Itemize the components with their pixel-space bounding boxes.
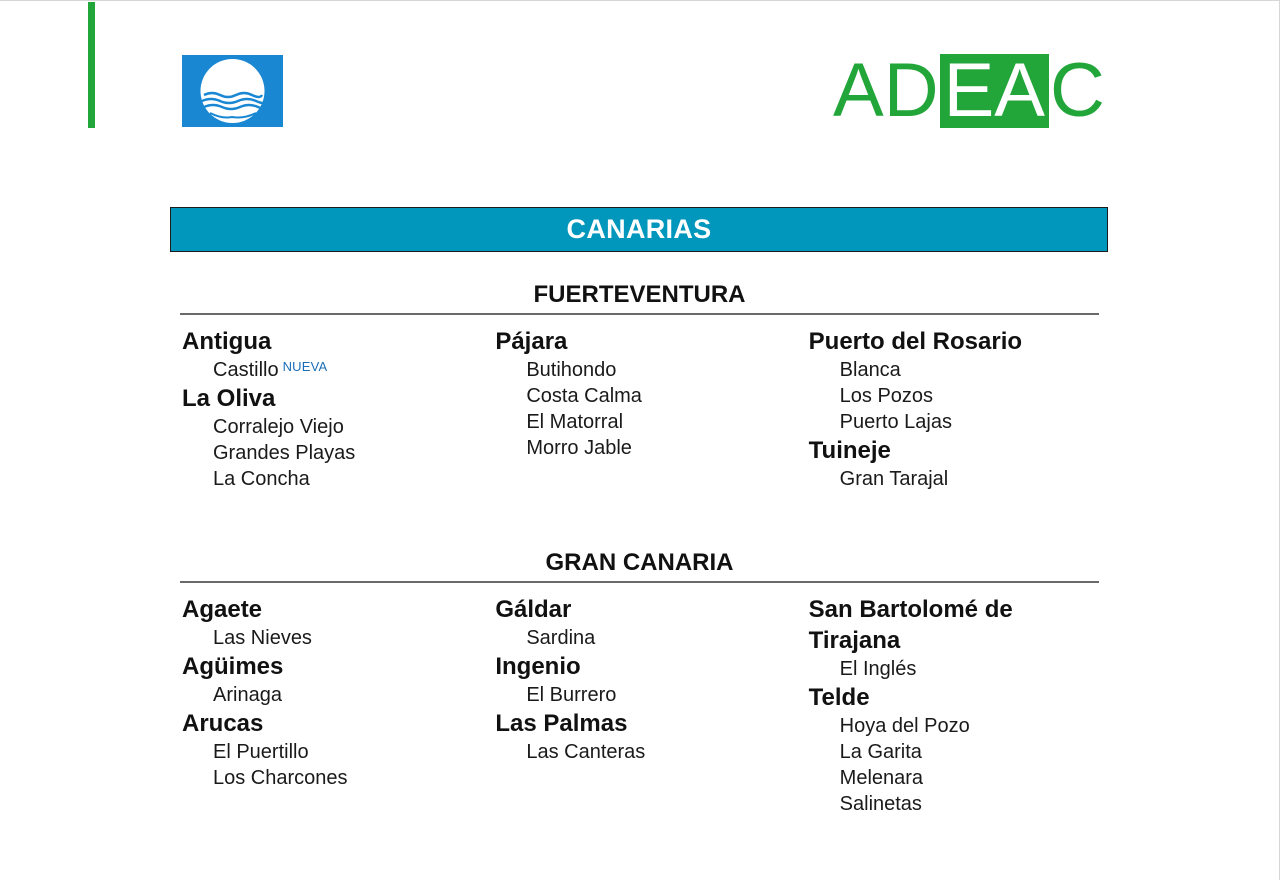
beach-item: Los Charcones xyxy=(213,767,348,789)
beach-item: Butihondo xyxy=(526,359,617,381)
beach-item: Melenara xyxy=(839,767,924,789)
column-1 xyxy=(182,326,495,492)
municipality-heading: Gáldar xyxy=(495,596,572,623)
beach-item: Blanca xyxy=(839,359,901,381)
beach-item: Gran Tarajal xyxy=(839,468,949,490)
island-header-fuerteventura xyxy=(180,281,1099,315)
column-1 xyxy=(182,594,495,817)
island-title: GRAN CANARIA xyxy=(545,549,734,576)
island-divider xyxy=(180,313,1099,315)
beach-item: Corralejo Viejo xyxy=(213,416,344,438)
blue-flag-logo xyxy=(182,55,283,127)
island-divider xyxy=(180,581,1099,583)
beach-item: Las Nieves xyxy=(213,627,312,649)
municipality-heading: Antigua xyxy=(182,328,272,355)
beach-item: Hoya del Pozo xyxy=(839,715,970,737)
beach-item: Grandes Playas xyxy=(213,442,356,464)
green-accent-bar xyxy=(88,2,95,128)
beach-item: El Puertillo xyxy=(213,741,309,763)
municipality-heading: La Oliva xyxy=(182,385,276,412)
beach-item: Costa Calma xyxy=(526,385,642,407)
beach-item: Arinaga xyxy=(213,684,282,706)
beach-item: El Matorral xyxy=(526,411,624,433)
island-columns-fuerteventura xyxy=(182,326,1122,492)
municipality-heading: Arucas xyxy=(182,710,264,737)
adeac-logo xyxy=(832,48,1106,133)
column-2 xyxy=(495,594,808,817)
municipality-heading: Pájara xyxy=(495,328,568,355)
island-header-gran-canaria xyxy=(180,549,1099,583)
municipality-heading: Agüimes xyxy=(182,653,284,680)
beach-item: Morro Jable xyxy=(526,437,632,459)
municipality-heading: San Bartolomé de Tirajana xyxy=(808,596,1013,654)
column-3 xyxy=(809,594,1122,817)
municipality-heading: Puerto del Rosario xyxy=(808,328,1023,355)
municipality-heading: Telde xyxy=(808,684,870,711)
column-3 xyxy=(809,326,1122,492)
region-title: CANARIAS xyxy=(566,214,712,244)
adeac-logo-text-end: C xyxy=(1049,48,1105,133)
municipality-heading: Tuineje xyxy=(808,437,891,464)
beach-item: Salinetas xyxy=(839,793,922,815)
beach-item: Sardina xyxy=(526,627,596,649)
adeac-logo-text-boxed: EA xyxy=(940,54,1049,128)
island-columns-gran-canaria xyxy=(182,594,1122,817)
new-badge: NUEVA xyxy=(282,359,328,374)
municipality-heading: Las Palmas xyxy=(495,710,628,737)
beach-item: El Burrero xyxy=(526,684,617,706)
municipality-heading: Ingenio xyxy=(495,653,581,680)
beach-item: Puerto Lajas xyxy=(839,411,952,433)
beach-item: Las Canteras xyxy=(526,741,646,763)
adeac-logo-text-start: AD xyxy=(833,48,939,133)
beach-item: Los Pozos xyxy=(839,385,934,407)
page-border-top xyxy=(0,0,1280,1)
column-2 xyxy=(495,326,808,492)
beach-item xyxy=(182,357,495,383)
beach-item: El Inglés xyxy=(839,658,917,680)
beach-item: La Garita xyxy=(839,741,922,763)
municipality-heading: Agaete xyxy=(182,596,263,623)
beach-item: La Concha xyxy=(213,468,310,490)
region-banner xyxy=(170,207,1108,252)
beach-name: Castillo xyxy=(213,359,279,381)
island-title: FUERTEVENTURA xyxy=(533,281,746,308)
